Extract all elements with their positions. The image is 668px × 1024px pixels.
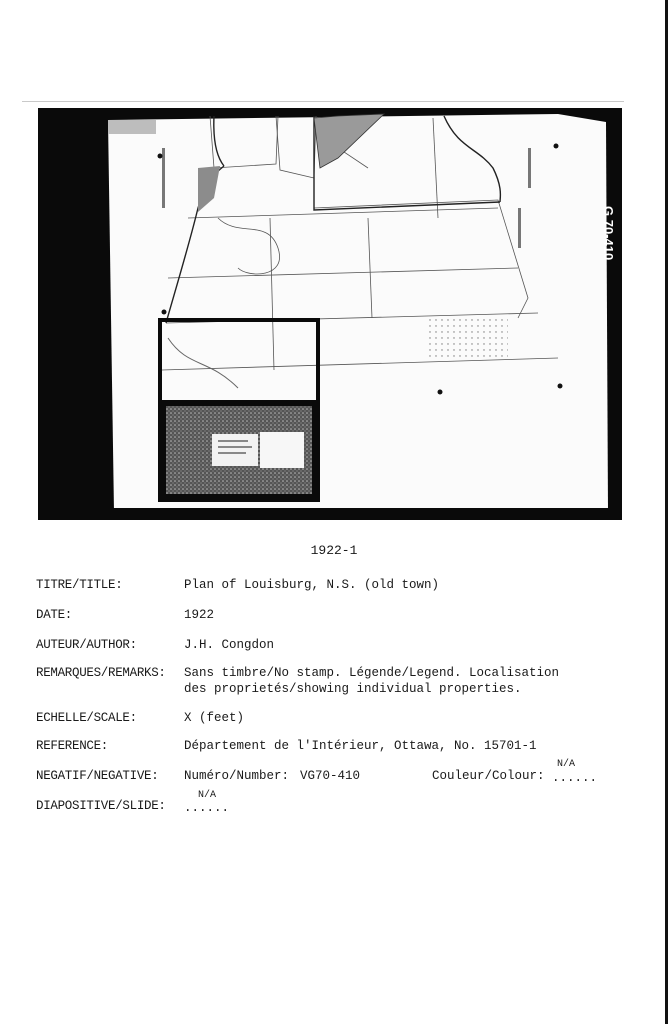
author-label: AUTEUR/AUTHOR: [36, 638, 137, 652]
negative-label: NEGATIF/NEGATIVE: [36, 769, 159, 783]
title-value: Plan of Louisburg, N.S. (old town) [184, 578, 440, 592]
colour-value: N/A [557, 759, 576, 770]
reference-value: Département de l'Intérieur, Ottawa, No. 15701-1 [184, 739, 537, 753]
colour-label: Couleur/Colour: [432, 769, 545, 783]
reference-label: REFERENCE: [36, 739, 109, 753]
negative-number-label: Numéro/Number: [184, 769, 290, 783]
negative-number-value: VG70-410 [300, 769, 361, 783]
map-photograph [38, 108, 622, 520]
divider-line [22, 101, 624, 102]
author-value: J.H. Congdon [184, 638, 275, 652]
film-label: G 70-410 [601, 206, 616, 261]
scale-label: ECHELLE/SCALE: [36, 711, 137, 725]
scale-value: X (feet) [184, 711, 245, 725]
remarks-line-2: des proprietés/showing individual properties. [184, 682, 522, 696]
colour-dots: ...... [552, 771, 598, 785]
slide-label: DIAPOSITIVE/SLIDE: [36, 799, 166, 813]
title-label: TITRE/TITLE: [36, 578, 123, 592]
date-value: 1922 [184, 608, 215, 622]
record-code: 1922-1 [310, 543, 358, 558]
slide-dots: ...... [184, 801, 230, 815]
date-label: DATE: [36, 608, 73, 622]
slide-value: N/A [198, 790, 217, 801]
remarks-label: REMARQUES/REMARKS: [36, 666, 166, 680]
remarks-line-1: Sans timbre/No stamp. Légende/Legend. Localisation [184, 666, 560, 680]
